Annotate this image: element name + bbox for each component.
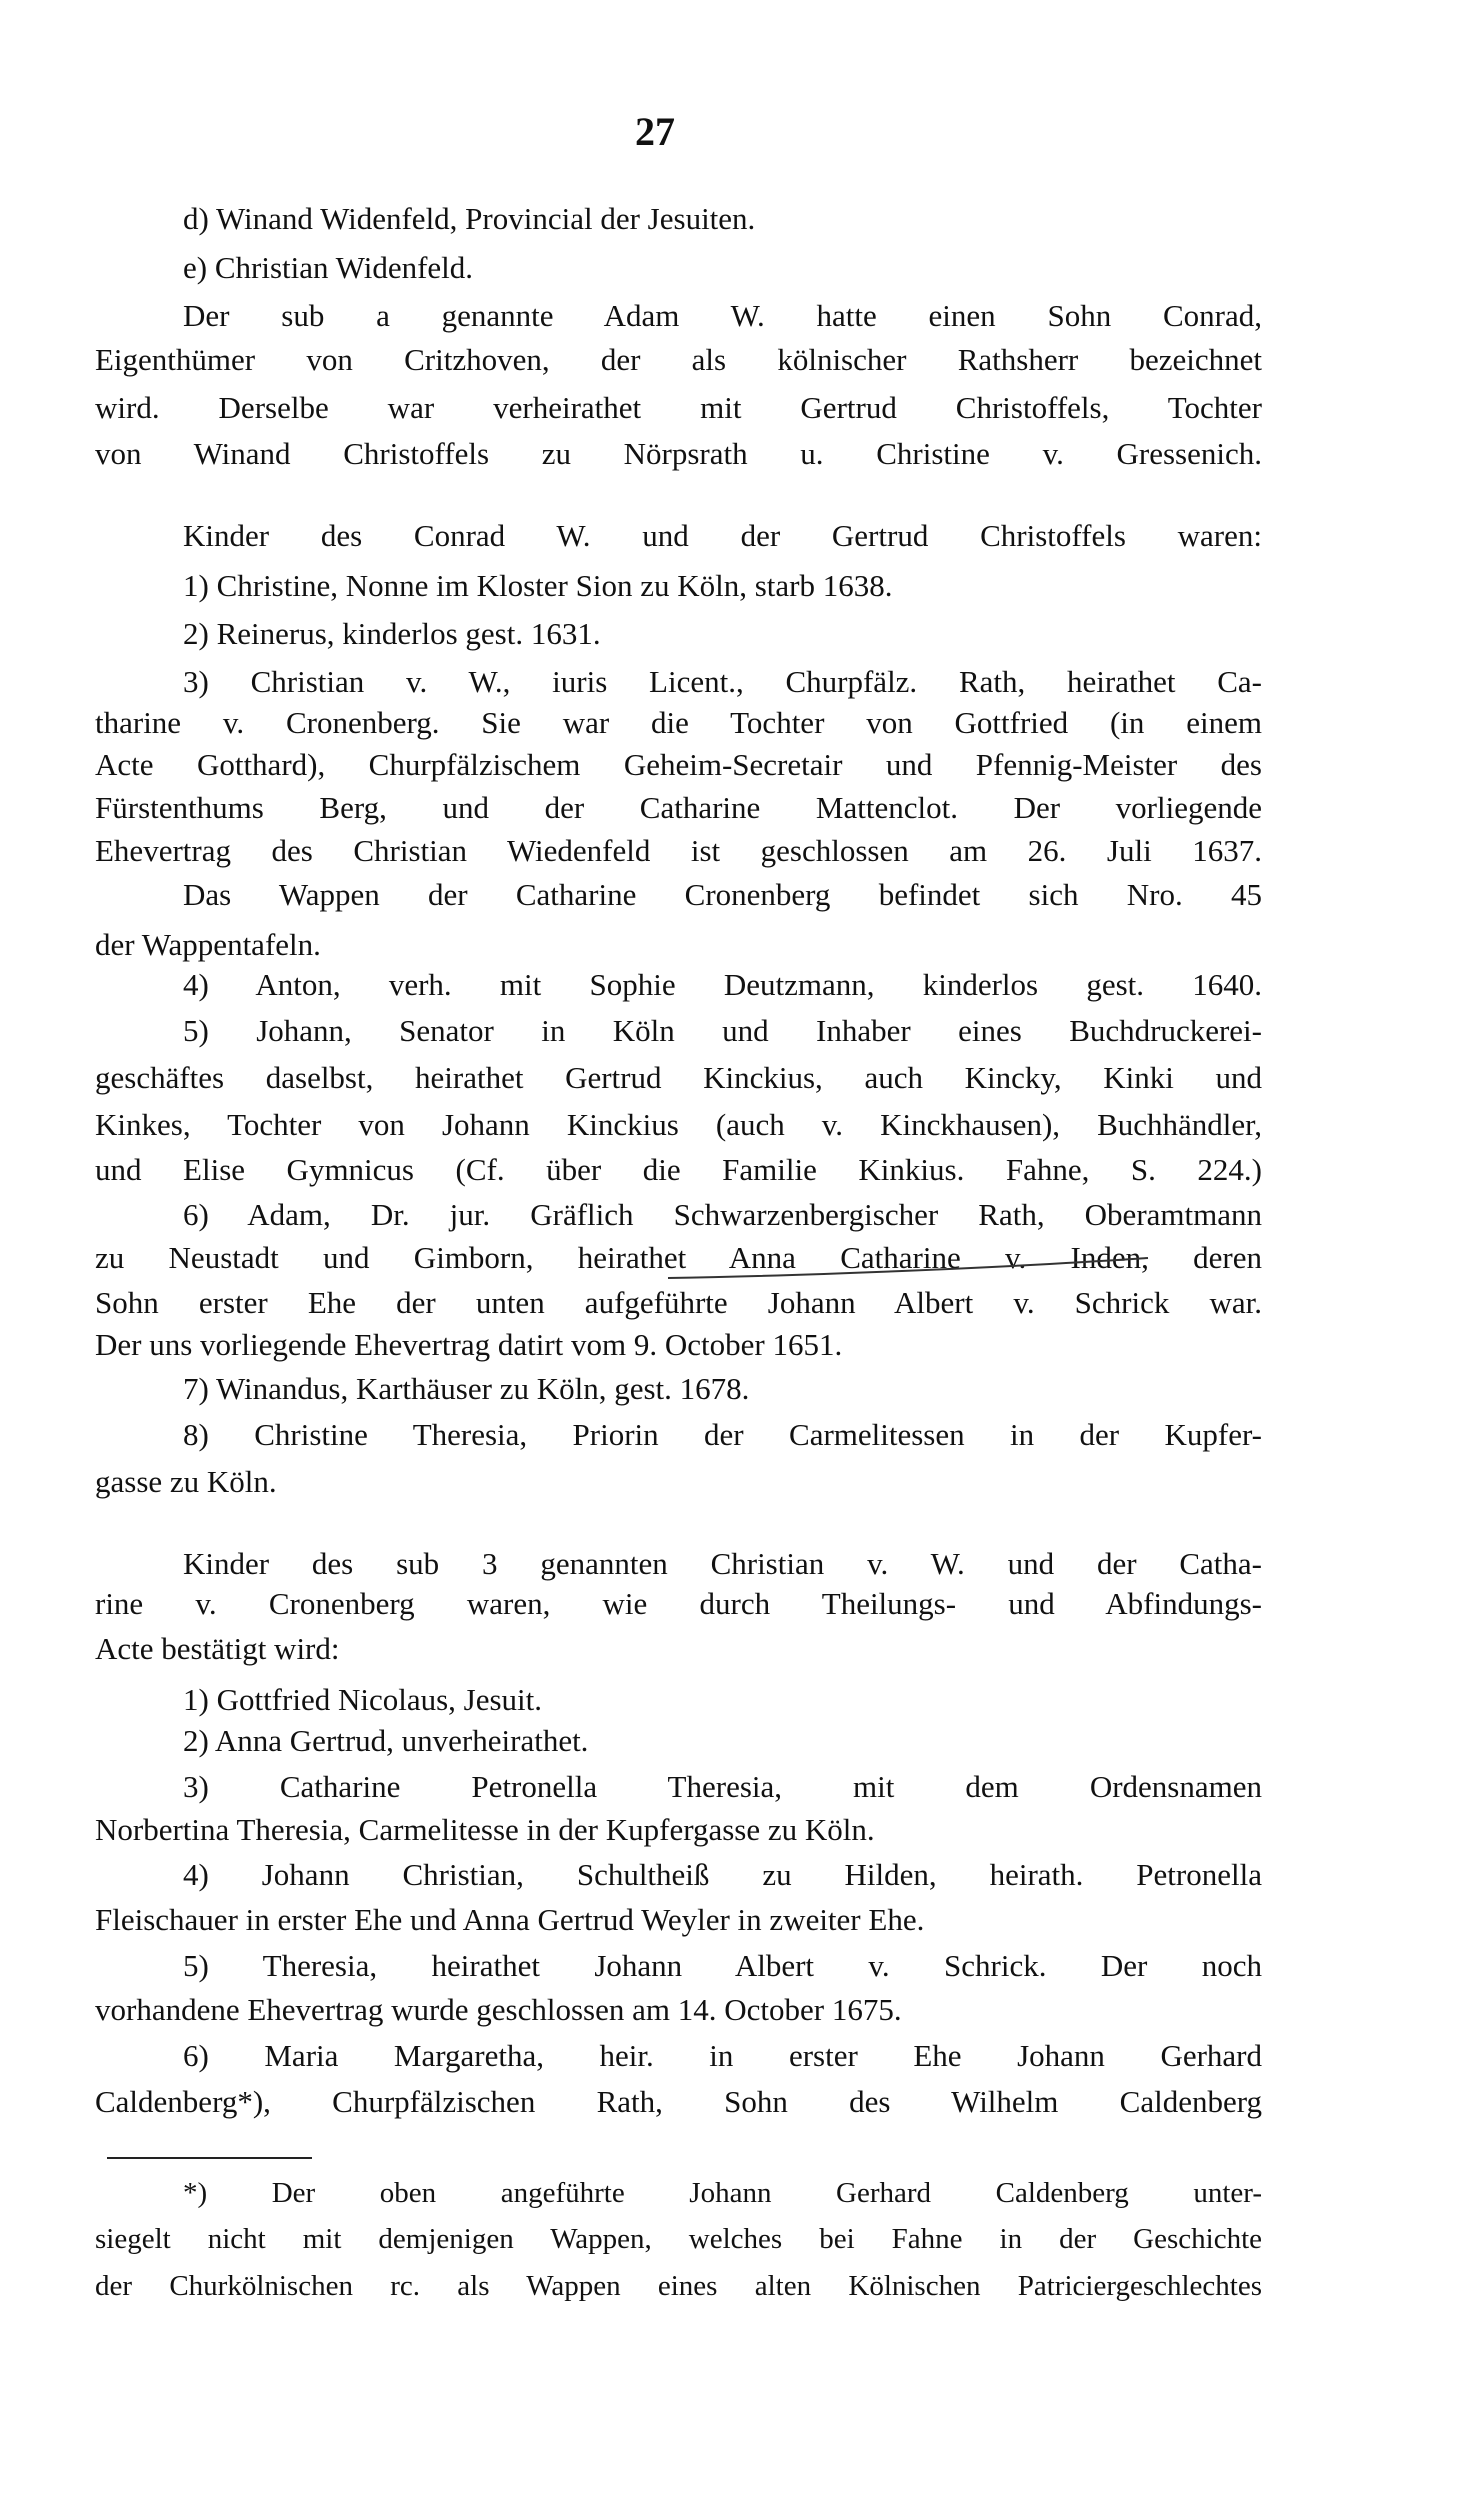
text-line: der Wappentafeln. [95, 927, 321, 962]
text-line: 2) Reinerus, kinderlos gest. 1631. [183, 616, 601, 651]
text-line: 4) Johann Christian, Schultheiß zu Hilden, heirath. Petronella [183, 1857, 1262, 1892]
footnote-line: siegelt nicht mit demjenigen Wappen, welches bei Fahne in der Geschichte [95, 2223, 1262, 2255]
text-line: 3) Christian v. W., iuris Licent., Churpfälz. Rath, heirathet Ca- [183, 664, 1262, 699]
text-line: Kinkes, Tochter von Johann Kinckius (auch v. Kinckhausen), Buchhändler, [95, 1107, 1262, 1142]
text-line: 4) Anton, verh. mit Sophie Deutzmann, kinderlos gest. 1640. [183, 967, 1262, 1002]
text-line: geschäftes daselbst, heirathet Gertrud Kinckius, auch Kincky, Kinki und [95, 1060, 1262, 1095]
text-line: Sohn erster Ehe der unten aufgeführte Johann Albert v. Schrick war. [95, 1285, 1262, 1320]
text-line: 3) Catharine Petronella Theresia, mit dem Ordensnamen [183, 1769, 1262, 1804]
text-line: Der uns vorliegende Ehevertrag datirt vom 9. October 1651. [95, 1327, 843, 1362]
text-line: 7) Winandus, Karthäuser zu Köln, gest. 1678. [183, 1371, 750, 1406]
footnote-separator [107, 2157, 312, 2159]
text-line: 6) Maria Margaretha, heir. in erster Ehe Johann Gerhard [183, 2038, 1262, 2073]
text-line: vorhandene Ehevertrag wurde geschlossen am 14. October 1675. [95, 1992, 902, 2027]
text-line: 5) Johann, Senator in Köln und Inhaber eines Buchdruckerei- [183, 1013, 1262, 1048]
footnote-line: der Churkölnischen rc. als Wappen eines alten Kölnischen Patriciergeschlechtes [95, 2270, 1262, 2302]
text-line: Eigenthümer von Critzhoven, der als kölnischer Rathsherr bezeichnet [95, 342, 1262, 377]
text-line: 6) Adam, Dr. jur. Gräflich Schwarzenbergischer Rath, Oberamtmann [183, 1197, 1262, 1232]
text-line: d) Winand Widenfeld, Provincial der Jesuiten. [183, 201, 756, 236]
text-line: Caldenberg*), Churpfälzischen Rath, Sohn des Wilhelm Caldenberg [95, 2084, 1262, 2119]
text-line: e) Christian Widenfeld. [183, 250, 474, 285]
text-line: 1) Gottfried Nicolaus, Jesuit. [183, 1682, 543, 1717]
text-line: rine v. Cronenberg waren, wie durch Theilungs- und Abfindungs- [95, 1586, 1262, 1621]
text-line: zu Neustadt und Gimborn, heirathet Anna Catharine v. Inden, deren [95, 1240, 1262, 1275]
text-line: 5) Theresia, heirathet Johann Albert v. Schrick. Der noch [183, 1948, 1262, 1983]
page-number: 27 [635, 109, 675, 154]
text-line: Norbertina Theresia, Carmelitesse in der Kupfergasse zu Köln. [95, 1812, 875, 1847]
text-line: 2) Anna Gertrud, unverheirathet. [183, 1723, 589, 1758]
text-line: 8) Christine Theresia, Priorin der Carmelitessen in der Kupfer- [183, 1417, 1262, 1452]
text-line: Das Wappen der Catharine Cronenberg befindet sich Nro. 45 [183, 877, 1262, 912]
text-line: Fürstenthums Berg, und der Catharine Mattenclot. Der vorliegende [95, 790, 1262, 825]
text-line: Acte bestätigt wird: [95, 1631, 340, 1666]
text-line: und Elise Gymnicus (Cf. über die Familie Kinkius. Fahne, S. 224.) [95, 1152, 1262, 1187]
text-line: Fleischauer in erster Ehe und Anna Gertrud Weyler in zweiter Ehe. [95, 1902, 925, 1937]
text-line: tharine v. Cronenberg. Sie war die Tochter von Gottfried (in einem [95, 705, 1262, 740]
text-line: Kinder des Conrad W. und der Gertrud Christoffels waren: [183, 518, 1262, 553]
text-line: von Winand Christoffels zu Nörpsrath u. Christine v. Gressenich. [95, 436, 1262, 471]
text-line: Ehevertrag des Christian Wiedenfeld ist geschlossen am 26. Juli 1637. [95, 833, 1262, 868]
text-line: wird. Derselbe war verheirathet mit Gertrud Christoffels, Tochter [95, 390, 1262, 425]
footnote-line: *) Der oben angeführte Johann Gerhard Caldenberg unter- [183, 2177, 1262, 2209]
text-line: Der sub a genannte Adam W. hatte einen Sohn Conrad, [183, 298, 1262, 333]
text-line: Kinder des sub 3 genannten Christian v. W. und der Catha- [183, 1546, 1262, 1581]
text-line: 1) Christine, Nonne im Kloster Sion zu Köln, starb 1638. [183, 568, 893, 603]
text-line: Acte Gotthard), Churpfälzischem Geheim-Secretair und Pfennig-Meister des [95, 747, 1262, 782]
text-line: gasse zu Köln. [95, 1464, 277, 1499]
